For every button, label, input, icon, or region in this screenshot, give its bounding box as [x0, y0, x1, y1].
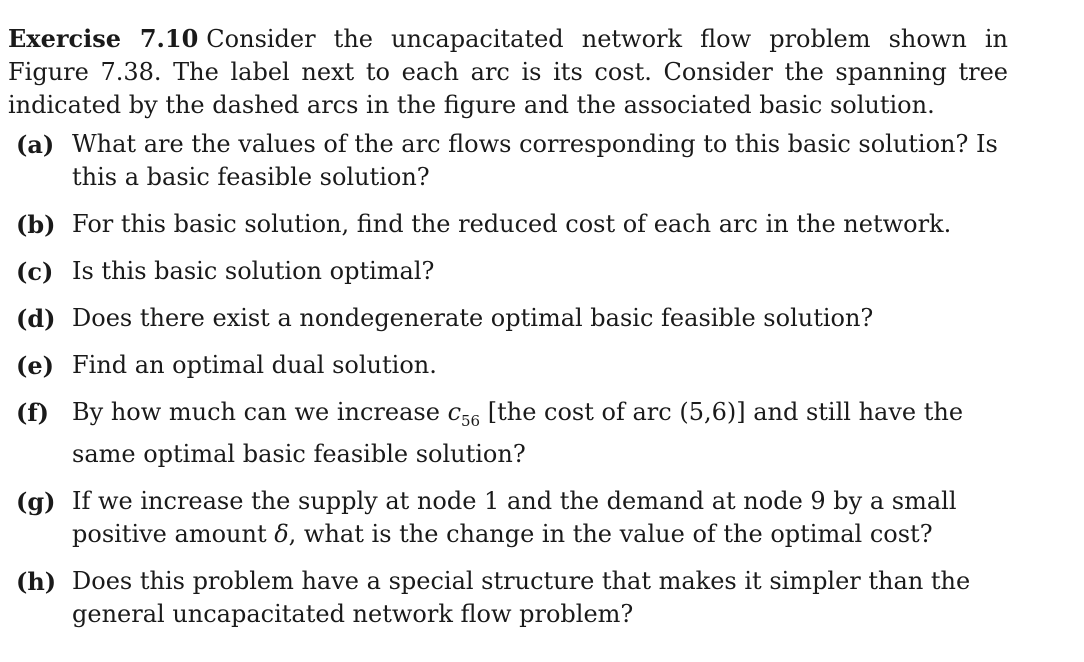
- exercise-heading: Exercise 7.10: [8, 24, 199, 53]
- part-g: [8, 485, 1008, 551]
- part-text: Find an optimal dual solution.: [72, 351, 437, 379]
- part-d: [8, 302, 1008, 335]
- exercise-parts-list: [8, 128, 1008, 631]
- part-label: (g): [16, 486, 56, 516]
- part-text-before: By how much can we increase: [72, 398, 448, 426]
- part-h: [8, 565, 1008, 631]
- part-label: (b): [16, 210, 56, 239]
- part-label: (d): [16, 304, 56, 333]
- part-b: [8, 208, 1008, 241]
- part-text: [72, 485, 1008, 551]
- exercise-intro-text: Consider the uncapacitated network flow problem shown in Figure 7.38. The label next to each arc is its cost. Consider the spanning tree indicated by the dashed arcs in the figure and the associated basic solution.: [8, 25, 1009, 119]
- part-label: (a): [16, 130, 55, 159]
- part-text: What are the values of the arc flows corresponding to this basic solution? Is this a basic feasible solution?: [72, 130, 998, 191]
- part-text-after: [the cost of arc (5,6)] and still have the same optimal basic feasible solution?: [72, 398, 964, 468]
- cost-variable: [447, 398, 481, 430]
- part-text: Does this problem have a special structure that makes it simpler than the general uncapacitated network flow problem?: [72, 566, 971, 628]
- part-label: (e): [16, 351, 54, 380]
- part-label: (h): [16, 566, 57, 596]
- delta-symbol: δ: [274, 519, 289, 548]
- part-c: [8, 255, 1008, 288]
- part-text: Does there exist a nondegenerate optimal basic feasible solution?: [72, 304, 874, 332]
- cost-variable-subscript: 56: [461, 411, 481, 430]
- part-text: For this basic solution, find the reduced cost of each arc in the network.: [72, 210, 952, 238]
- part-text-after: , what is the change in the value of the optimal cost?: [288, 519, 933, 548]
- part-e: [8, 349, 1008, 382]
- exercise-intro: [8, 22, 1008, 122]
- part-text-before: If we increase the supply at node 1 and the demand at node 9 by a small positive amount: [72, 486, 957, 548]
- part-text: Is this basic solution optimal?: [72, 257, 435, 285]
- part-label: (c): [16, 257, 54, 286]
- part-label: (f): [16, 398, 50, 427]
- part-f: [8, 396, 1008, 471]
- part-a: [8, 128, 1008, 194]
- cost-variable-letter: c: [447, 398, 462, 426]
- part-text: [72, 396, 1008, 471]
- exercise-page: [8, 22, 1008, 631]
